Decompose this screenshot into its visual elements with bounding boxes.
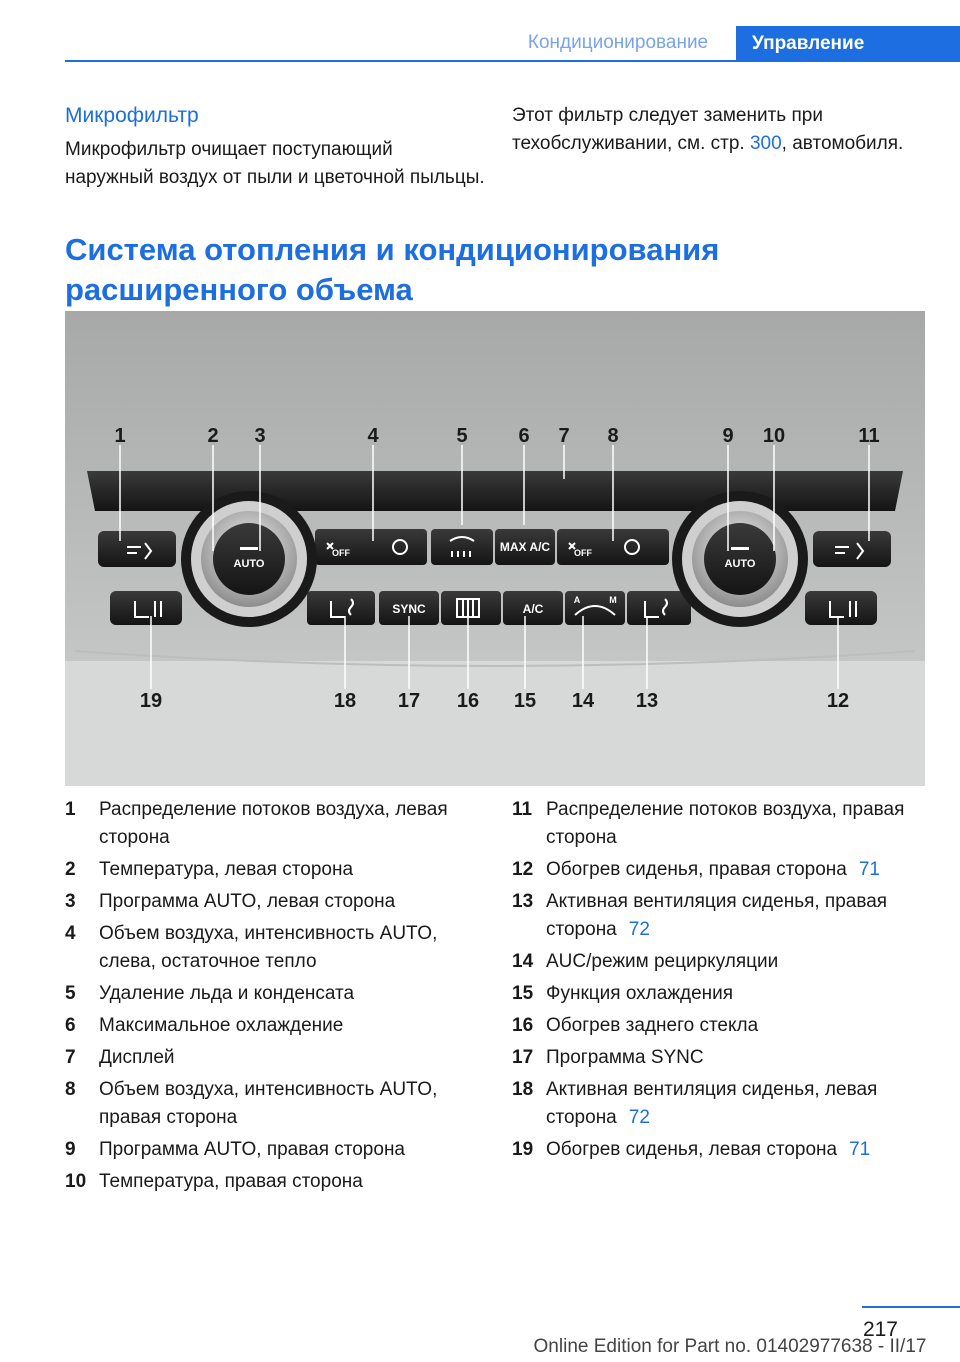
recirc-m-label: M [609,595,617,605]
microfilter-text: Микрофильтр очищает поступающий наружный воздух от пыли и цветочной пыльцы. [65,139,485,188]
legend-text-body: Активная вентиляция сиденья, левая сторона [546,1079,878,1128]
legend-text-body: Распределение потоков воздуха, правая сторона [546,799,905,848]
footer-edition: Online Edition for Part no. 01402977638 - II/17 [533,1336,927,1357]
callout-7: 7 [558,425,570,447]
legend-right [512,796,932,1168]
page-ref-link[interactable]: 72 [628,919,650,940]
legend-text-body: Функция охлаждения [546,983,734,1004]
legend-num: 11 [512,799,533,820]
legend-num: 18 [512,1079,534,1100]
header-section-label: Кондиционирование [527,32,709,53]
legend-item [65,1168,485,1196]
legend-item [512,980,932,1008]
legend-item [65,888,485,916]
legend-item [512,796,932,852]
legend-item [512,888,932,944]
legend-num: 1 [65,799,76,820]
legend-text-body: Программа SYNC [546,1047,704,1068]
legend-text [546,948,932,976]
legend-item [512,1136,932,1164]
legend-text [546,888,932,944]
legend-text [546,1044,932,1072]
legend-num: 2 [65,859,76,880]
callout-8: 8 [607,425,619,447]
callout-14: 14 [571,690,595,712]
legend-item [65,1076,485,1132]
callout-3: 3 [254,425,266,447]
callout-6: 6 [518,425,530,447]
legend-item [65,1136,485,1164]
page-link-300[interactable]: 300 [749,133,782,154]
legend-item [512,856,932,884]
legend-item [65,980,485,1008]
legend-text-body: Обогрев сиденья, левая сторона [546,1139,838,1160]
legend-text [546,856,932,884]
legend-num: 13 [512,891,534,912]
legend-item [65,1044,485,1072]
service-text-before: Этот фильтр следует заменить при техобслуживании, см. стр. [512,105,823,154]
header-rule [65,60,960,62]
legend-num: 6 [65,1015,76,1036]
legend-num: 4 [65,923,76,944]
callout-4: 4 [367,425,379,447]
legend-item [65,1012,485,1040]
legend-text: Программа AUTO, правая сторона [99,1139,406,1160]
legend-num: 19 [512,1139,534,1160]
page-ref-link[interactable]: 71 [849,1139,871,1160]
legend-num: 5 [65,983,76,1004]
callout-17: 17 [397,690,421,712]
legend-item [512,1076,932,1132]
legend-text-body: Обогрев сиденья, правая сторона [546,859,847,880]
ac-label: A/C [522,602,544,616]
callout-13: 13 [635,690,659,712]
callout-1: 1 [114,425,126,447]
legend-text: Максимальное охлаждение [99,1015,344,1036]
microfilter-heading: Микрофильтр [65,104,199,127]
climate-panel-figure [65,311,925,786]
callout-16: 16 [456,690,480,712]
page-ref-link[interactable]: 71 [858,859,880,880]
legend-num: 7 [65,1047,76,1068]
legend-text [546,1076,932,1132]
header-chapter-tab: Управление [736,26,960,62]
legend-item [65,920,485,976]
legend-num: 16 [512,1015,534,1036]
section-title: Система отопления и кондиционирования расширенного объема [65,232,720,307]
page-number: 217 [862,1318,898,1341]
legend-item [512,1044,932,1072]
page-ref-link[interactable]: 72 [628,1107,650,1128]
legend-text-body: Обогрев заднего стекла [546,1015,759,1036]
microfilter-service-text [512,102,932,158]
max-ac-label: MAX A/C [499,540,551,554]
legend-text-body: AUC/режим рециркуляции [546,951,779,972]
legend-text: Дисплей [99,1047,175,1068]
footer-rule [862,1306,960,1308]
callout-9: 9 [722,425,734,447]
legend-num: 14 [512,951,534,972]
callout-18: 18 [333,690,357,712]
legend-item [65,796,485,852]
service-text-after: , автомобиля. [781,133,904,154]
legend-text [546,980,932,1008]
legend-text: Объем воздуха, интенсивность AUTO, слева, остаточное тепло [99,923,438,972]
legend-item [512,948,932,976]
legend-item [65,856,485,884]
legend-num: 9 [65,1139,76,1160]
legend-text: Удаление льда и конденсата [99,983,355,1004]
legend-num: 17 [512,1047,534,1068]
auto-right-label: AUTO [724,558,756,570]
off-right-label: OFF [574,548,592,558]
legend-text: Программа AUTO, левая сторона [99,891,396,912]
legend-num: 12 [512,859,534,880]
legend-text [546,1012,932,1040]
legend-num: 15 [512,983,534,1004]
callout-15: 15 [513,690,537,712]
off-left-label: OFF [332,548,350,558]
legend-text: Температура, правая сторона [99,1171,363,1192]
legend-num: 3 [65,891,76,912]
auto-left-label: AUTO [233,558,265,570]
callout-5: 5 [456,425,468,447]
legend-num: 10 [65,1171,87,1192]
legend-num: 8 [65,1079,76,1100]
legend-item [512,1012,932,1040]
callout-11: 11 [858,425,880,447]
callout-10: 10 [762,425,786,447]
callout-19: 19 [139,690,163,712]
legend-left [65,796,485,1200]
legend-text [546,1136,932,1164]
legend-text: Распределение потоков воздуха, левая сторона [99,799,448,848]
legend-text: Температура, левая сторона [99,859,354,880]
callout-12: 12 [826,690,850,712]
sync-label: SYNC [392,602,426,616]
callout-2: 2 [207,425,219,447]
legend-text-body: Активная вентиляция сиденья, правая сторона [546,891,888,940]
legend-text [546,796,932,852]
legend-text: Объем воздуха, интенсивность AUTO, правая сторона [99,1079,438,1128]
recirc-a-label: A [573,595,581,605]
